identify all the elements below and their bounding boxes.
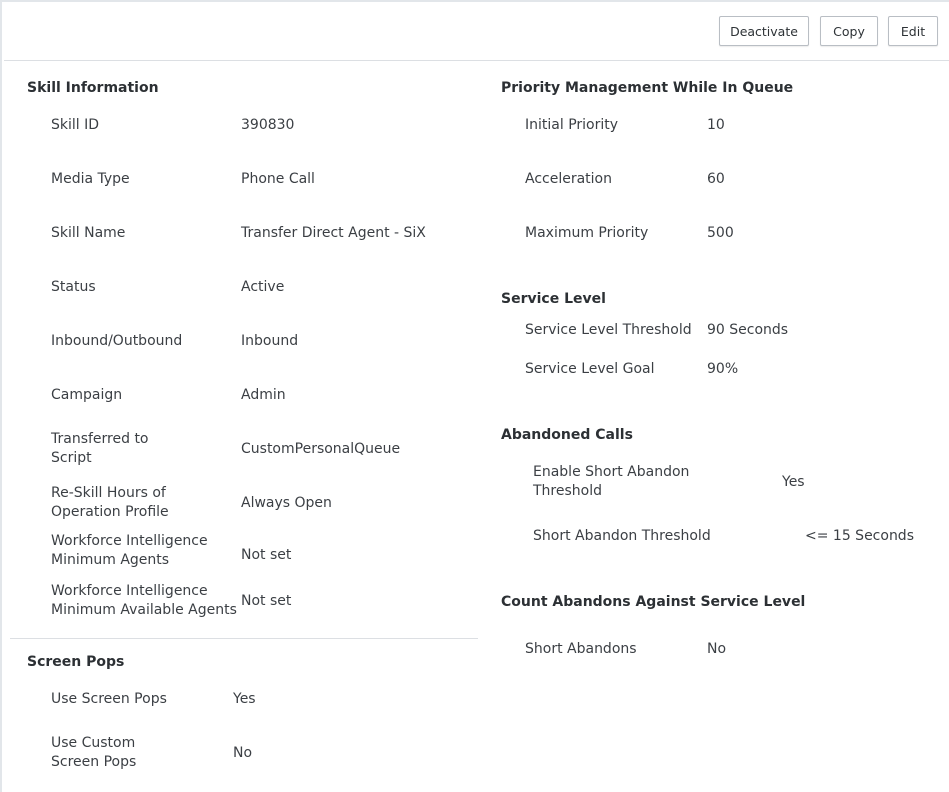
campaign-value: Admin (241, 387, 286, 403)
short-abandon-threshold-value: <= 15 Seconds (805, 528, 914, 544)
deactivate-button[interactable]: Deactivate (719, 16, 809, 46)
wfi-min-available-agents-label: Workforce Intelligence Minimum Available Agents (51, 583, 237, 618)
maximum-priority-label: Maximum Priority (525, 225, 649, 241)
short-abandon-threshold-label: Short Abandon Threshold (533, 528, 711, 544)
media-type-value: Phone Call (241, 171, 315, 187)
enable-short-abandon-label: Enable Short Abandon Threshold (533, 464, 690, 499)
transferred-to-script-value: CustomPersonalQueue (241, 441, 401, 457)
wfi-min-agents-value: Not set (241, 547, 292, 563)
toolbar-divider (4, 60, 949, 61)
inbound-outbound-value: Inbound (241, 333, 299, 349)
service-level-goal-label: Service Level Goal (525, 361, 655, 377)
reskill-hours-value: Always Open (241, 495, 332, 511)
inbound-outbound-label: Inbound/Outbound (51, 333, 183, 349)
service-level-threshold-label: Service Level Threshold (525, 322, 692, 338)
media-type-label: Media Type (51, 171, 130, 187)
initial-priority-value: 10 (707, 117, 725, 133)
skill-id-label: Skill ID (51, 117, 100, 133)
use-custom-screen-pops-label: Use Custom Screen Pops (51, 735, 137, 770)
copy-button[interactable]: Copy (820, 16, 878, 46)
count-abandons-title: Count Abandons Against Service Level (501, 594, 806, 610)
maximum-priority-value: 500 (707, 225, 734, 241)
skill-information-title: Skill Information (27, 80, 159, 96)
status-value: Active (241, 279, 285, 295)
acceleration-label: Acceleration (525, 171, 612, 187)
abandoned-calls-title: Abandoned Calls (501, 427, 633, 443)
short-abandons-label: Short Abandons (525, 641, 637, 657)
service-level-title: Service Level (501, 291, 606, 307)
wfi-min-available-agents-value: Not set (241, 593, 292, 609)
use-custom-screen-pops-value: No (233, 745, 253, 761)
reskill-hours-label: Re-Skill Hours of Operation Profile (51, 485, 169, 520)
service-level-threshold-value: 90 Seconds (707, 322, 789, 338)
use-screen-pops-label: Use Screen Pops (51, 691, 167, 707)
initial-priority-label: Initial Priority (525, 117, 619, 133)
skill-name-label: Skill Name (51, 225, 126, 241)
section-divider (10, 638, 478, 639)
screen-pops-title: Screen Pops (27, 654, 125, 670)
campaign-label: Campaign (51, 387, 123, 403)
edit-button[interactable]: Edit (888, 16, 938, 46)
transferred-to-script-label: Transferred to Script (51, 431, 149, 466)
priority-management-title: Priority Management While In Queue (501, 80, 794, 96)
enable-short-abandon-value: Yes (782, 474, 805, 490)
use-screen-pops-value: Yes (233, 691, 256, 707)
short-abandons-value: No (707, 641, 727, 657)
status-label: Status (51, 279, 96, 295)
service-level-goal-value: 90% (707, 361, 739, 377)
skill-name-value: Transfer Direct Agent - SiX (241, 225, 426, 241)
wfi-min-agents-label: Workforce Intelligence Minimum Agents (51, 533, 208, 568)
skill-id-value: 390830 (241, 117, 295, 133)
acceleration-value: 60 (707, 171, 725, 187)
